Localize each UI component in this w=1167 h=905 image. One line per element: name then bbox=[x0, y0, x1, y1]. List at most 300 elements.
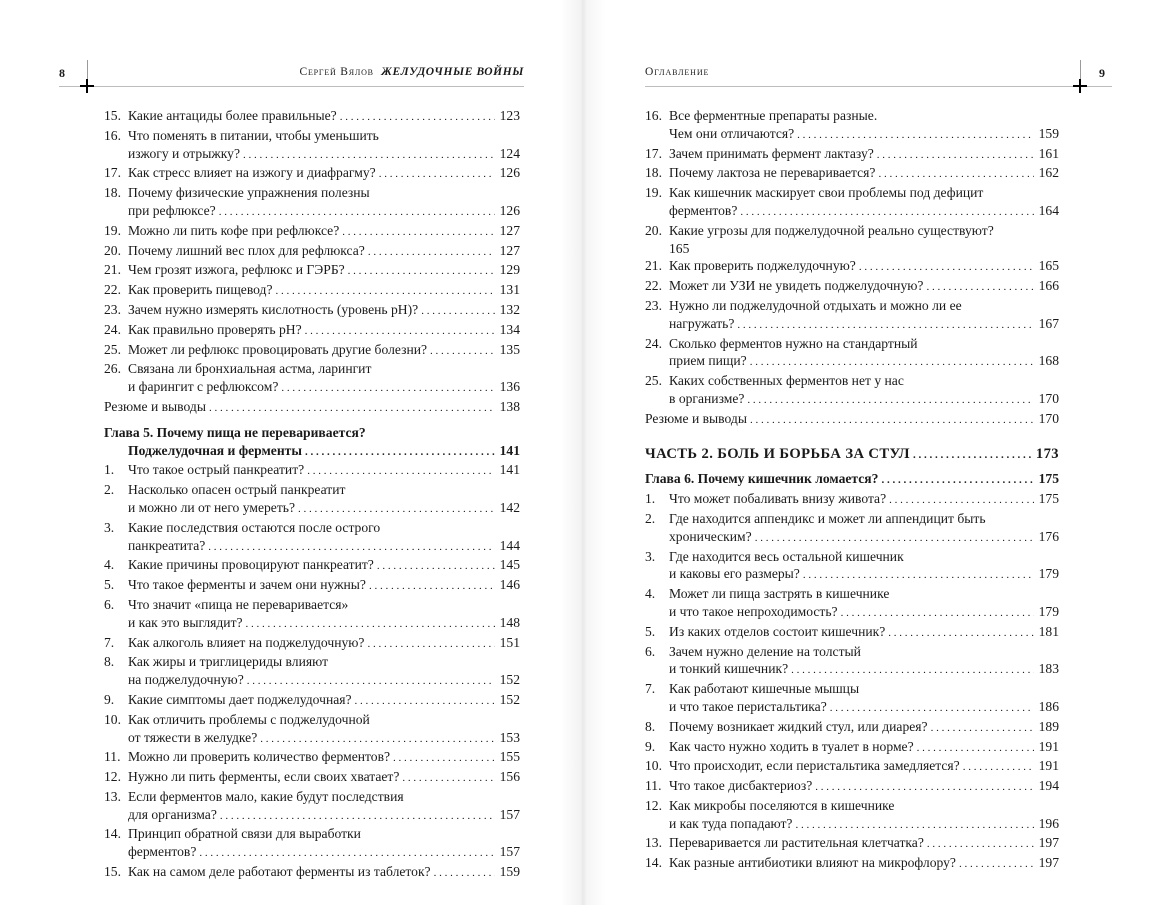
toc-entry-line bbox=[645, 854, 1059, 874]
entry-title: Что такое ферменты и зачем они нужны? bbox=[128, 577, 366, 593]
toc-entry-line bbox=[645, 660, 1059, 680]
dot-leader bbox=[307, 461, 495, 481]
entry-title: от тяжести в желудке? bbox=[128, 729, 258, 745]
toc-entry-line bbox=[645, 565, 1059, 585]
toc-entry-line bbox=[645, 297, 1059, 315]
dot-leader bbox=[791, 660, 1034, 680]
entry-page-number: 179 bbox=[1038, 603, 1059, 619]
entry-page-number: 166 bbox=[1038, 278, 1059, 294]
toc-entry-line bbox=[645, 277, 1059, 297]
entry-number: 11. bbox=[645, 778, 662, 794]
entry-number: 2. bbox=[645, 510, 656, 526]
entry-number: 4. bbox=[104, 557, 115, 573]
entry-page-number: 135 bbox=[499, 341, 520, 357]
entry-number: 7. bbox=[645, 681, 656, 697]
entry-number: 17. bbox=[104, 165, 121, 181]
crop-mark-right bbox=[1073, 79, 1087, 93]
entry-title: и что такое непроходимость? bbox=[669, 603, 838, 619]
entry-page-number: 127 bbox=[499, 222, 520, 238]
entry-number: 16. bbox=[104, 127, 121, 143]
entry-page-number: 168 bbox=[1038, 353, 1059, 369]
toc-entry-line bbox=[645, 107, 1059, 125]
entry-title: Как кишечник маскирует свои проблемы под дефицит bbox=[669, 185, 984, 201]
entry-title: Как проверить пищевод? bbox=[128, 282, 273, 298]
entry-title: Каких собственных ферментов нет у нас bbox=[669, 373, 904, 389]
entry-page-number: 165 bbox=[1038, 258, 1059, 274]
dot-leader bbox=[305, 442, 495, 462]
toc-entry-line bbox=[104, 519, 520, 537]
entry-title: Где находится аппендикс и может ли аппендицит быть bbox=[669, 510, 986, 526]
toc-entry-line bbox=[645, 202, 1059, 222]
entry-number: 3. bbox=[104, 519, 115, 535]
dot-leader bbox=[877, 145, 1034, 165]
entry-title: Может ли рефлюкс провоцировать другие болезни? bbox=[128, 341, 428, 357]
entry-title: нагружать? bbox=[669, 315, 735, 331]
toc-entry-line bbox=[104, 768, 520, 788]
entry-number: 24. bbox=[104, 321, 121, 337]
entry-page-number: 170 bbox=[1038, 410, 1059, 426]
entry-number: 15. bbox=[104, 108, 121, 123]
entry-title: и можно ли от него умереть? bbox=[128, 499, 296, 515]
toc-entry-line bbox=[104, 671, 520, 691]
entry-page-number: 159 bbox=[499, 864, 520, 880]
toc-entry-line bbox=[104, 242, 520, 262]
entry-title: Чем они отличаются? bbox=[669, 125, 795, 141]
toc-entry-line bbox=[104, 261, 520, 281]
entry-title: и фарингит с рефлюксом? bbox=[128, 379, 279, 395]
entry-title: Если ферментов мало, какие будут последствия bbox=[128, 788, 404, 804]
dot-leader bbox=[355, 691, 495, 711]
toc-entry-line bbox=[104, 222, 520, 242]
entry-page-number: 162 bbox=[1038, 165, 1059, 181]
entry-page-number: 164 bbox=[1038, 202, 1059, 218]
dot-leader bbox=[243, 145, 495, 165]
entry-title: Принцип обратной связи для выработки bbox=[128, 826, 361, 842]
entry-title: Как отличить проблемы с поджелудочной bbox=[128, 711, 370, 727]
toc-entry-line bbox=[104, 281, 520, 301]
toc-entry-line bbox=[645, 352, 1059, 372]
entry-title: и каковы его размеры? bbox=[669, 566, 800, 582]
toc-entry-line bbox=[104, 184, 520, 202]
dot-leader bbox=[430, 341, 495, 361]
entry-title: Переваривается ли растительная клетчатка? bbox=[669, 835, 924, 851]
toc-entry-line bbox=[645, 528, 1059, 548]
entry-page-number: 152 bbox=[499, 691, 520, 707]
entry-title: и как это выглядит? bbox=[128, 614, 243, 630]
entry-page-number: 129 bbox=[499, 262, 520, 278]
entry-page-number: 183 bbox=[1038, 661, 1059, 677]
toc-entry-line bbox=[645, 145, 1059, 165]
toc-entry-line bbox=[645, 718, 1059, 738]
dot-leader bbox=[298, 499, 495, 519]
toc-entry-line bbox=[645, 585, 1059, 603]
toc-entry-line bbox=[645, 222, 1059, 240]
entry-title: изжогу и отрыжку? bbox=[128, 145, 240, 161]
entry-page-number: 151 bbox=[499, 634, 520, 650]
entry-title: Может ли УЗИ не увидеть поджелудочную? bbox=[669, 278, 924, 294]
entry-page-number: 124 bbox=[499, 145, 520, 161]
crop-line-right bbox=[1080, 60, 1081, 80]
entry-page-number: 144 bbox=[499, 537, 520, 553]
entry-number: 5. bbox=[104, 577, 115, 593]
dot-leader bbox=[927, 834, 1034, 854]
running-head-title: ЖЕЛУДОЧНЫЕ ВОЙНЫ bbox=[381, 66, 524, 78]
entry-title: Можно ли проверить количество ферментов? bbox=[128, 749, 391, 765]
entry-title: Можно ли пить кофе при рефлюксе? bbox=[128, 222, 340, 238]
entry-page-number: 142 bbox=[499, 499, 520, 515]
toc-entry-line bbox=[104, 301, 520, 321]
entry-title: Зачем нужно деление на толстый bbox=[669, 643, 861, 659]
entry-page-number: 155 bbox=[499, 749, 520, 765]
entry-page-number: 152 bbox=[499, 672, 520, 688]
dot-leader bbox=[917, 738, 1034, 758]
entry-title: Может ли пища застрять в кишечнике bbox=[669, 586, 890, 602]
part-page-number: 173 bbox=[1035, 445, 1059, 462]
entry-number: 21. bbox=[104, 262, 121, 278]
entry-page-number: 126 bbox=[499, 202, 520, 218]
entry-number: 6. bbox=[645, 643, 656, 659]
entry-title: панкреатита? bbox=[128, 537, 206, 553]
toc-entry-line bbox=[645, 757, 1059, 777]
entry-title: и что такое перистальтика? bbox=[669, 698, 827, 714]
chapter-title-line1: Глава 5. Почему пища не переваривается? bbox=[104, 424, 366, 440]
dot-leader bbox=[421, 301, 495, 321]
entry-title: и как туда попадают? bbox=[669, 815, 793, 831]
toc-entry-line bbox=[645, 372, 1059, 390]
entry-page-number: 126 bbox=[499, 165, 520, 181]
entry-page-number: 167 bbox=[1038, 315, 1059, 331]
dot-leader bbox=[342, 222, 495, 242]
dot-leader bbox=[434, 863, 495, 883]
entry-number: 26. bbox=[104, 361, 121, 377]
entry-title: Почему лишний вес плох для рефлюкса? bbox=[128, 242, 365, 258]
entry-number: 6. bbox=[104, 596, 115, 612]
entry-title: Как стресс влияет на изжогу и диафрагму? bbox=[128, 165, 376, 181]
entry-title: ферментов? bbox=[669, 202, 738, 218]
entry-title: Как разные антибиотики влияют на микрофлору? bbox=[669, 855, 956, 871]
running-head-author: Сергей Вялов bbox=[299, 66, 374, 78]
entry-title: прием пищи? bbox=[669, 353, 747, 369]
part-heading bbox=[645, 446, 1059, 465]
entry-number: 17. bbox=[645, 145, 662, 161]
entry-number: 2. bbox=[104, 482, 115, 498]
toc-entry-line bbox=[104, 461, 520, 481]
toc-entry-line bbox=[104, 748, 520, 768]
entry-page-number: 132 bbox=[499, 301, 520, 317]
dot-leader bbox=[281, 378, 495, 398]
entry-number: 11. bbox=[104, 749, 121, 765]
chapter-title-line2: Поджелудочная и ферменты bbox=[128, 442, 302, 458]
entry-title: Как часто нужно ходить в туалет в норме? bbox=[669, 738, 914, 754]
dot-leader bbox=[803, 565, 1034, 585]
entry-title: Как микробы поселяются в кишечнике bbox=[669, 797, 895, 813]
toc-entry-line bbox=[104, 145, 520, 165]
entry-title: Как жиры и триглицериды влияют bbox=[128, 654, 329, 670]
dot-leader bbox=[340, 107, 495, 127]
header-rule-left bbox=[59, 86, 524, 87]
toc-entry-line bbox=[645, 335, 1059, 353]
toc-entry-line bbox=[645, 240, 1059, 258]
toc-entry-line bbox=[104, 499, 520, 519]
toc-entry-line bbox=[645, 603, 1059, 623]
entry-number: 23. bbox=[104, 301, 121, 317]
entry-title: Какие причины провоцируют панкреатит? bbox=[128, 557, 374, 573]
entry-number: 3. bbox=[645, 548, 656, 564]
entry-title: Из каких отделов состоит кишечник? bbox=[669, 623, 886, 639]
entry-number: 25. bbox=[104, 341, 121, 357]
entry-title: Почему лактоза не переваривается? bbox=[669, 165, 876, 181]
toc-left bbox=[104, 107, 520, 883]
chapter-page-number: 141 bbox=[499, 442, 520, 458]
entry-title: Чем грозят изжога, рефлюкс и ГЭРБ? bbox=[128, 262, 345, 278]
dot-leader bbox=[393, 748, 495, 768]
entry-number: 20. bbox=[104, 242, 121, 258]
entry-number: 10. bbox=[104, 711, 121, 727]
toc-entry-line bbox=[104, 614, 520, 634]
entry-page-number: 189 bbox=[1038, 718, 1059, 734]
toc-entry-line bbox=[645, 815, 1059, 835]
entry-title: Как правильно проверять pH? bbox=[128, 321, 302, 337]
toc-entry-line bbox=[645, 257, 1059, 277]
toc-entry-line bbox=[645, 510, 1059, 528]
entry-page-number: 127 bbox=[499, 242, 520, 258]
dot-leader bbox=[368, 242, 495, 262]
entry-page-number: 186 bbox=[1038, 698, 1059, 714]
entry-title: Где находится весь остальной кишечник bbox=[669, 548, 904, 564]
entry-title: Нужно ли пить ферменты, если своих хватает? bbox=[128, 769, 400, 785]
entry-title: Какие последствия остаются после острого bbox=[128, 519, 381, 535]
dot-leader bbox=[276, 281, 495, 301]
toc-right bbox=[645, 107, 1059, 874]
entry-page-number: 146 bbox=[499, 577, 520, 593]
entry-page-number: 159 bbox=[1038, 125, 1059, 141]
toc-entry-line bbox=[645, 390, 1059, 410]
dot-leader bbox=[740, 202, 1034, 222]
entry-title: Какие антациды более правильные? bbox=[128, 108, 337, 123]
toc-entry-line bbox=[104, 378, 520, 398]
toc-entry-line bbox=[645, 315, 1059, 335]
toc-entry-line bbox=[104, 596, 520, 614]
entry-page-number: 157 bbox=[499, 844, 520, 860]
entry-page-number: 161 bbox=[1038, 145, 1059, 161]
dot-leader bbox=[830, 698, 1034, 718]
toc-entry-line bbox=[104, 653, 520, 671]
toc-entry-line bbox=[645, 490, 1059, 510]
entry-title: при рефлюксе? bbox=[128, 202, 216, 218]
dot-leader bbox=[246, 614, 495, 634]
chapter-heading bbox=[104, 442, 520, 462]
entry-title: Что поменять в питании, чтобы уменьшить bbox=[128, 127, 379, 143]
entry-title: Что происходит, если перистальтика замедляется? bbox=[669, 758, 960, 774]
page-number-right: 9 bbox=[1099, 66, 1106, 80]
entry-title: Нужно ли поджелудочной отдыхать и можно ли ее bbox=[669, 297, 962, 313]
toc-entry-line bbox=[645, 410, 1059, 430]
entry-title: Зачем нужно измерять кислотность (уровень pH)? bbox=[128, 301, 419, 317]
toc-entry-line bbox=[104, 360, 520, 378]
dot-leader bbox=[795, 815, 1034, 835]
entry-page-number: 191 bbox=[1038, 758, 1059, 774]
header-rule-right bbox=[645, 86, 1112, 87]
dot-leader bbox=[963, 757, 1034, 777]
toc-entry-line bbox=[104, 537, 520, 557]
dot-leader bbox=[750, 352, 1034, 372]
toc-entry-line bbox=[645, 643, 1059, 661]
spacer bbox=[645, 430, 1059, 440]
entry-number: 22. bbox=[645, 278, 662, 294]
entry-title: Почему возникает жидкий стул, или диарея? bbox=[669, 718, 928, 734]
entry-title: Как работают кишечные мышцы bbox=[669, 681, 860, 697]
toc-entry-line bbox=[645, 184, 1059, 202]
entry-number: 14. bbox=[645, 855, 662, 871]
dot-leader bbox=[199, 843, 495, 863]
toc-entry-line bbox=[645, 834, 1059, 854]
page-number-left: 8 bbox=[59, 66, 66, 80]
entry-page-number: 145 bbox=[499, 557, 520, 573]
entry-page-number: 153 bbox=[499, 729, 520, 745]
dot-leader bbox=[367, 634, 495, 654]
toc-entry-line bbox=[104, 164, 520, 184]
entry-title: Какие симптомы дает поджелудочная? bbox=[128, 691, 352, 707]
entry-number: 18. bbox=[645, 165, 662, 181]
entry-page-number: 191 bbox=[1038, 738, 1059, 754]
entry-title: для организма? bbox=[128, 806, 217, 822]
toc-entry-line bbox=[104, 321, 520, 341]
dot-leader bbox=[219, 202, 495, 222]
entry-title: Как на самом деле работают ферменты из таблеток? bbox=[128, 864, 431, 880]
entry-title: Резюме и выводы bbox=[645, 410, 747, 426]
entry-number: 8. bbox=[104, 654, 115, 670]
entry-page-number: 176 bbox=[1038, 528, 1059, 544]
entry-page-number: 194 bbox=[1038, 778, 1059, 794]
part-title: ЧАСТЬ 2. БОЛЬ И БОРЬБА ЗА СТУЛ bbox=[645, 445, 910, 462]
dot-leader bbox=[815, 777, 1034, 797]
entry-title: Зачем принимать фермент лактазу? bbox=[669, 145, 874, 161]
dot-leader bbox=[208, 537, 495, 557]
toc-entry-line bbox=[104, 576, 520, 596]
dot-leader bbox=[931, 718, 1034, 738]
dot-leader bbox=[878, 164, 1034, 184]
running-head-left bbox=[299, 66, 524, 82]
entry-number: 1. bbox=[645, 491, 656, 507]
left-page bbox=[0, 0, 583, 905]
entry-number: 10. bbox=[645, 758, 662, 774]
entry-page-number: 175 bbox=[1038, 491, 1059, 507]
entry-number: 9. bbox=[104, 691, 115, 707]
entry-page-number: 170 bbox=[1038, 390, 1059, 406]
entry-title: Резюме и выводы bbox=[104, 398, 206, 414]
dot-leader bbox=[859, 257, 1034, 277]
dot-leader bbox=[889, 490, 1034, 510]
entry-number: 12. bbox=[104, 769, 121, 785]
running-head-right: Оглавление bbox=[645, 66, 710, 78]
entry-title: Все ферментные препараты разные. bbox=[669, 108, 878, 123]
entry-page-number: 179 bbox=[1038, 566, 1059, 582]
toc-entry-line bbox=[104, 556, 520, 576]
dot-leader bbox=[959, 854, 1034, 874]
toc-entry-line bbox=[645, 623, 1059, 643]
dot-leader bbox=[379, 164, 495, 184]
chapter-heading bbox=[645, 470, 1059, 490]
entry-title: на поджелудочную? bbox=[128, 672, 244, 688]
crop-line-left bbox=[87, 60, 88, 80]
toc-entry-line bbox=[645, 548, 1059, 566]
entry-number: 25. bbox=[645, 373, 662, 389]
entry-number: 21. bbox=[645, 258, 662, 274]
toc-entry-line bbox=[104, 691, 520, 711]
entry-number: 22. bbox=[104, 282, 121, 298]
dot-leader bbox=[260, 729, 495, 749]
toc-entry-line bbox=[104, 806, 520, 826]
dot-leader bbox=[402, 768, 495, 788]
entry-number: 14. bbox=[104, 826, 121, 842]
entry-number: 20. bbox=[645, 222, 662, 238]
entry-number: 4. bbox=[645, 586, 656, 602]
dot-leader bbox=[888, 623, 1034, 643]
entry-number: 8. bbox=[645, 718, 656, 734]
entry-number: 5. bbox=[645, 623, 656, 639]
entry-title: ферментов? bbox=[128, 844, 197, 860]
dot-leader bbox=[797, 125, 1034, 145]
toc-entry-line bbox=[645, 777, 1059, 797]
crop-mark-left bbox=[80, 79, 94, 93]
entry-title: в организме? bbox=[669, 390, 745, 406]
entry-number: 23. bbox=[645, 297, 662, 313]
entry-number: 9. bbox=[645, 738, 656, 754]
entry-title: и тонкий кишечник? bbox=[669, 661, 789, 677]
toc-entry-line bbox=[645, 698, 1059, 718]
toc-entry-line bbox=[104, 127, 520, 145]
right-page bbox=[583, 0, 1167, 905]
entry-page-number: 131 bbox=[499, 282, 520, 298]
dot-leader bbox=[348, 261, 495, 281]
entry-page-number: 197 bbox=[1038, 835, 1059, 851]
entry-title: Связана ли бронхиальная астма, ларингит bbox=[128, 361, 372, 377]
entry-page-number: 157 bbox=[499, 806, 520, 822]
toc-entry-line bbox=[104, 107, 520, 127]
toc-entry-line bbox=[104, 711, 520, 729]
toc-entry-line bbox=[104, 202, 520, 222]
dot-leader bbox=[750, 410, 1034, 430]
entry-title: Сколько ферментов нужно на стандартный bbox=[669, 335, 918, 351]
entry-page-number: 141 bbox=[499, 462, 520, 478]
dot-leader bbox=[913, 446, 1033, 465]
entry-page-number: 197 bbox=[1038, 855, 1059, 871]
dot-leader bbox=[737, 315, 1034, 335]
chapter-heading bbox=[104, 424, 520, 442]
toc-entry-line bbox=[645, 164, 1059, 184]
toc-entry-line bbox=[104, 825, 520, 843]
dot-leader bbox=[305, 321, 495, 341]
toc-entry-line bbox=[104, 398, 520, 418]
chapter-title: Глава 6. Почему кишечник ломается? bbox=[645, 471, 879, 487]
toc-entry-line bbox=[104, 341, 520, 361]
dot-leader bbox=[755, 528, 1034, 548]
entry-number: 13. bbox=[104, 788, 121, 804]
entry-title: Какие угрозы для поджелудочной реально существуют? bbox=[669, 222, 994, 238]
entry-number: 15. bbox=[104, 864, 121, 880]
entry-title: Что такое острый панкреатит? bbox=[128, 462, 305, 478]
toc-entry-line bbox=[645, 738, 1059, 758]
entry-title: Насколько опасен острый панкреатит bbox=[128, 482, 346, 498]
toc-entry-line bbox=[104, 863, 520, 883]
entry-title: Почему физические упражнения полезны bbox=[128, 185, 370, 201]
chapter-page-number: 175 bbox=[1038, 471, 1059, 487]
entry-title: Что может побаливать внизу живота? bbox=[669, 491, 887, 507]
entry-page-number: 136 bbox=[499, 379, 520, 395]
toc-entry-line bbox=[104, 788, 520, 806]
entry-number: 18. bbox=[104, 185, 121, 201]
entry-page-number: 181 bbox=[1038, 623, 1059, 639]
